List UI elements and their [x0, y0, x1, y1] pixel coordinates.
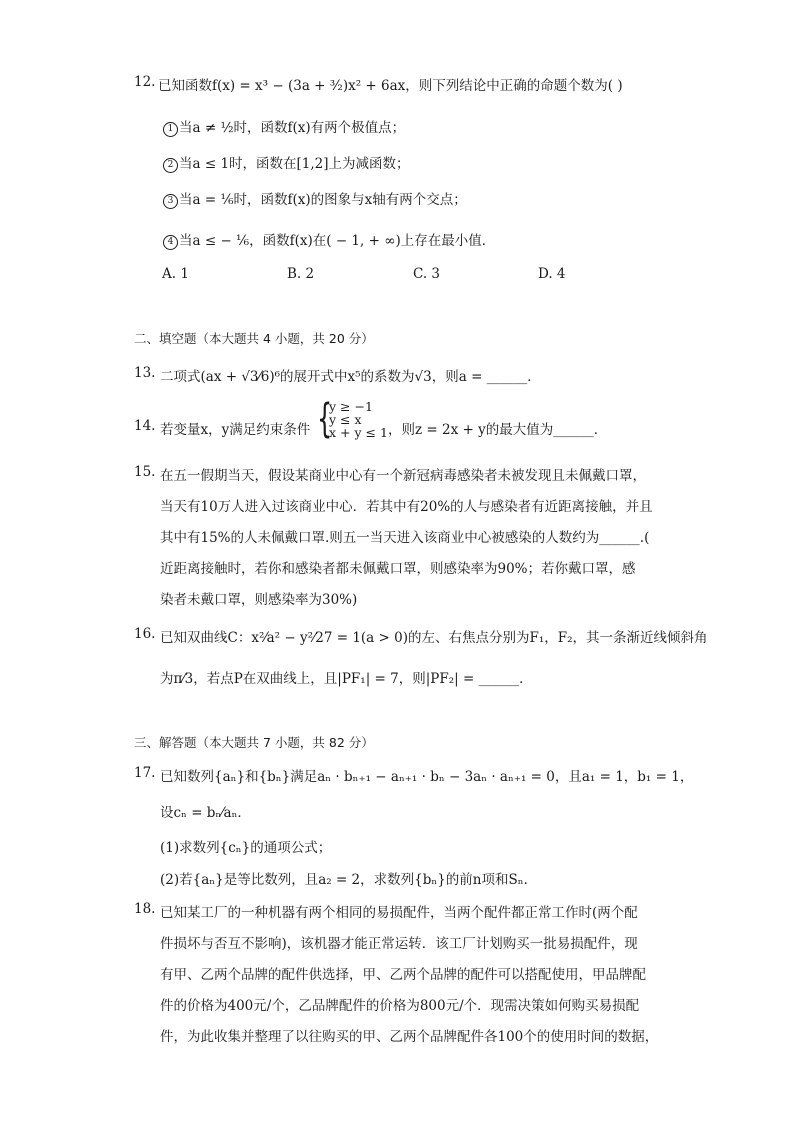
- q17-line-2: 设cₙ = bₙ⁄aₙ．: [160, 805, 251, 821]
- q15-line-3: 其中有15%的人未佩戴口罩.则五一当天进入该商业中心被感染的人数约为______.(: [160, 530, 650, 546]
- q15-number: 15.: [134, 464, 156, 480]
- q17-line-1: 已知数列{aₙ}和{bₙ}满足aₙ · bₙ₊₁ − aₙ₊₁ · bₙ − 3aₙ · aₙ₊₁ = 0，且a₁ = 1，b₁ = 1，: [160, 769, 694, 785]
- circled-number-icon: 2: [163, 158, 178, 173]
- q18-line-4: 件的价格为400元/个，乙品牌配件的价格为800元/个．现需决策如何购买易损配: [160, 998, 640, 1014]
- q14-post: ，则z = 2x + y的最大值为______．: [388, 422, 608, 438]
- q13-number: 13.: [134, 365, 156, 381]
- q14-pre: 若变量x，y满足约束条件: [160, 422, 311, 438]
- q12-choice-b: B. 2: [287, 266, 315, 282]
- q18-line-2: 件损坏与否互不影响)，该机器才能正常运转．该工厂计划购买一批易损配件，现: [160, 936, 638, 952]
- q14-constraint-3: x + y ≤ 1: [329, 425, 388, 440]
- q16-line-1: 已知双曲线C：x²⁄a² − y²⁄27 = 1(a > 0)的左、右焦点分别为F₁，F₂，其一条渐近线倾斜角: [160, 630, 708, 646]
- q17-part-2: (2)若{aₙ}是等比数列，且a₂ = 2，求数列{bₙ}的前n项和Sₙ．: [160, 872, 538, 888]
- q12-choice-a: A. 1: [162, 266, 189, 282]
- q16-number: 16.: [134, 626, 156, 642]
- q12-statement-1: [163, 116, 405, 137]
- q12-statement-3: [163, 188, 467, 209]
- q14-constraint-2: y ≤ x: [329, 412, 362, 427]
- q18-number: 18.: [134, 901, 156, 917]
- section-2-heading: 二、填空题（本大题共 4 小题，共 20 分）: [134, 331, 374, 346]
- section-3-heading: 三、解答题（本大题共 7 小题，共 82 分）: [134, 735, 374, 750]
- q14-number: 14.: [134, 418, 156, 434]
- q18-line-5: 件，为此收集并整理了以往购买的甲、乙两个品牌配件各100个的使用时间的数据，: [160, 1029, 659, 1045]
- q15-line-4: 近距离接触时，若你和感染者都未佩戴口罩，则感染率为90%；若你戴口罩，感: [160, 561, 636, 577]
- q12-statement-4: [163, 229, 495, 250]
- q18-line-3: 有甲、乙两个品牌的配件供选择，甲、乙两个品牌的配件可以搭配使用，甲品牌配: [160, 967, 646, 983]
- q12-number: 12.: [134, 74, 156, 90]
- q18-line-1: 已知某工厂的一种机器有两个相同的易损配件，当两个配件都正常工作时(两个配: [160, 905, 638, 921]
- q12-statement-2-text: 当a ≤ 1时，函数在[1,2]上为减函数；: [179, 156, 410, 172]
- q12-stem: 已知函数f(x) = x³ − (3a + ³⁄₂)x² + 6ax，则下列结论中正确的命题个数为( ): [158, 78, 623, 94]
- circled-number-icon: 1: [163, 122, 178, 137]
- q14-constraint-1: y ≥ −1: [329, 399, 373, 414]
- q12-choice-c: C. 3: [413, 266, 441, 282]
- q12-statement-4-text: 当a ≤ − ⅙，函数f(x)在( − 1, + ∞)上存在最小值．: [179, 233, 496, 249]
- left-brace-icon: {: [317, 396, 333, 442]
- q15-line-2: 当天有10万人进入过该商业中心．若其中有20%的人与感染者有近距离接触，并且: [160, 499, 653, 515]
- q12-statement-1-text: 当a ≠ ½时，函数f(x)有两个极值点；: [179, 120, 406, 136]
- q12-choice-d: D. 4: [538, 266, 566, 282]
- q17-number: 17.: [134, 765, 156, 781]
- q15-line-1: 在五一假期当天，假设某商业中心有一个新冠病毒感染者未被发现且未佩戴口罩，: [160, 468, 646, 484]
- q12-statement-3-text: 当a = ⅙时，函数f(x)的图象与x轴有两个交点；: [179, 192, 467, 208]
- q16-line-2: 为π⁄3，若点P在双曲线上，且|PF₁| = 7，则|PF₂| = ______．: [160, 671, 533, 687]
- circled-number-icon: 4: [163, 235, 178, 250]
- q13-text: 二项式(ax + √3⁄6)⁶的展开式中x⁵的系数为√3，则a = ______．: [160, 369, 541, 385]
- q15-line-5: 染者未戴口罩，则感染率为30%): [160, 592, 358, 608]
- q12-statement-2: [163, 152, 410, 173]
- q14-constraint-system: [329, 400, 388, 439]
- circled-number-icon: 3: [163, 194, 178, 209]
- q17-part-1: (1)求数列{cₙ}的通项公式；: [160, 840, 332, 856]
